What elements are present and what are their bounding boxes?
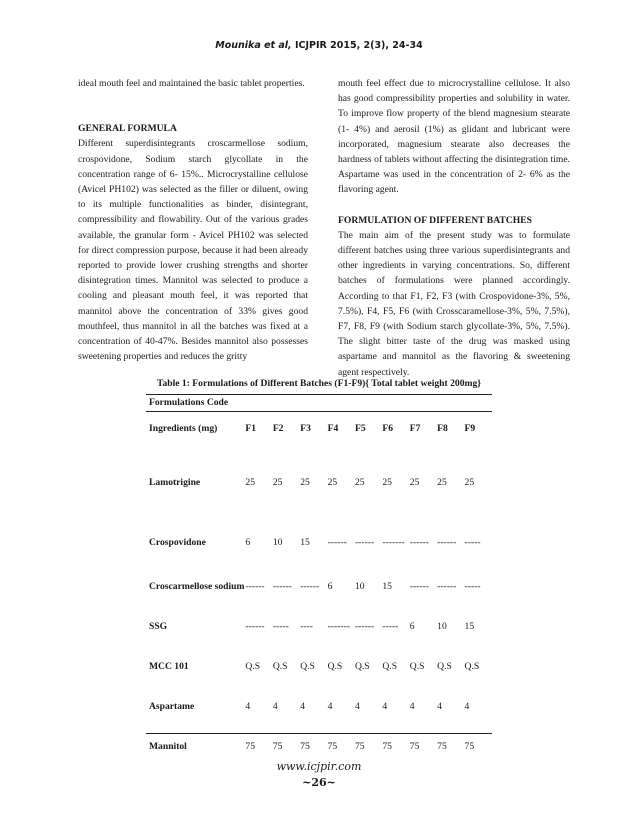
table-cell: 25 [327, 477, 338, 488]
column-header: F4 [327, 423, 339, 434]
table-cell: ------ [437, 581, 457, 592]
table-cell: ------ [409, 537, 429, 548]
table-cell: 75 [300, 741, 310, 752]
table-cell: 75 [327, 741, 338, 752]
ingredient-name: Aspartame [149, 701, 195, 712]
table-header-row [146, 412, 492, 438]
table-row [146, 550, 492, 594]
table-bottom-rule [146, 733, 492, 734]
table-cell: ------ [327, 537, 347, 548]
column-header: F6 [382, 423, 394, 434]
table-cell: Q.S [409, 661, 425, 672]
ingredient-name: MCC 101 [149, 661, 189, 672]
table-cell: ------ [245, 581, 265, 592]
ingredient-name: Lamotrigine [149, 477, 201, 488]
table-cell: 10 [437, 621, 447, 632]
general-formula-paragraph: Different superdisintegrants croscarmellose sodium, crospovidone, Sodium starch glycollate in the concentration range of 6- 15%.. Microcrystalline cellulose (Avicel PH102) was selected as the filler or diluent, owing to its multiple functionalities as binder, disintegrant, compressibility and flowability. Out of the various grades available, the granular form - Avicel PH102 was selected for direct compression purpose, because it had been already reported to provide lower crushing strengths and shorter disintegration times. Mannitol was selected to produce a cooling and pleasant mouth feel, it was reported that mannitol above the concentration of 33% gives good mouthfeel, thus mannitol in all the batches was fixed at a concentration of 40-47%. Besides mannitol also possesses sweetening properties and reduces the gritty [78, 138, 308, 363]
table-cell: 4 [327, 701, 333, 712]
right-intro-paragraph: mouth feel effect due to microcrystalline cellulose. It also has good compressibility properties and solubility in water. To improve flow property of the blend magnesium stearate (1- 4%) and aerosil (1%) as glidant and lubricant were incorporated, magnesium stearate also decreases the hardness of tablets without affecting the disintegration time. Aspartame was used in the concentration of 2- 6% as the flavoring agent. [338, 78, 570, 196]
table-cell: ---- [300, 621, 313, 632]
running-header [0, 40, 638, 51]
table-cell: 25 [272, 477, 283, 488]
ingredient-name: SSG [149, 621, 168, 632]
table-cell: ----- [382, 621, 399, 632]
table-cell: 25 [409, 477, 420, 488]
table-cell: 4 [464, 701, 470, 712]
footer-url: www.icjpir.com [276, 760, 362, 773]
table-cell: 75 [409, 741, 420, 752]
table-cell: ------- [382, 537, 405, 548]
formulation-paragraph: The main aim of the present study was to formulate different batches using three various superdisintegrants and other ingredients in varying concentrations. So, different batches of formulations were planned accordingly. According to that F1, F2, F3 (with Crospovidone-3%, 5%, 7.5%), F4, F5, F6 (with Crosscaramellose-3%, 5%, 7.5%), F7, F8, F9 (with Sodium starch glycollate-3%, 5%, 7.5%). The slight bitter taste of the drug was masked using aspartame and mannitol as the flavoring & sweetening agent respectively. [338, 229, 570, 378]
table-row [146, 674, 492, 714]
table-cell: 25 [437, 477, 447, 488]
table-cell: 6 [245, 537, 251, 548]
header-journal: ICJPIR 2015, 2(3), 24-34 [294, 40, 423, 51]
table-cell: 75 [245, 741, 256, 752]
table-cell: Q.S [300, 661, 315, 672]
left-intro-paragraph: ideal mouth feel and maintained the basic tablet properties. [78, 78, 305, 89]
table-cell: 10 [354, 581, 365, 592]
table-cell: ------ [300, 581, 320, 592]
formulation-table [146, 394, 492, 754]
column-header: F3 [300, 423, 311, 434]
table-cell: 75 [354, 741, 365, 752]
table-cell: 4 [354, 701, 360, 712]
column-header: F1 [245, 423, 257, 434]
table-row [146, 714, 492, 754]
table-cell: 75 [272, 741, 283, 752]
table-cell: Q.S [437, 661, 452, 672]
column-header: F9 [464, 423, 476, 434]
table-cell: 75 [437, 741, 447, 752]
table-cell: 75 [382, 741, 392, 752]
table-cell: 25 [382, 477, 392, 488]
table-cell: Q.S [464, 661, 480, 672]
table-cell: ------ [354, 537, 375, 548]
column-header: F5 [354, 423, 366, 434]
table-cell: ------ [354, 621, 375, 632]
section-heading-formulation: FORMULATION OF DIFFERENT BATCHES [338, 214, 532, 226]
table-cell: 25 [464, 477, 475, 488]
table-cell: ----- [464, 537, 481, 548]
section-heading-general-formula: GENERAL FORMULA [78, 123, 177, 135]
column-header: F2 [272, 423, 284, 434]
table-caption: Table 1: Formulations of Different Batches (F1-F9){ Total tablet weight 200mg} [156, 378, 482, 389]
ingredient-name: Crospovidone [149, 537, 206, 548]
table-cell: 4 [437, 701, 442, 712]
right-column [338, 76, 570, 380]
table-cell: 75 [464, 741, 475, 752]
table-cell: 6 [327, 581, 333, 592]
table-cell: 15 [300, 537, 310, 548]
table-cell: Q.S [382, 661, 398, 672]
table-row [146, 594, 492, 634]
ingredient-name: Croscarmellose sodium [149, 581, 245, 592]
table-cell: ----- [272, 621, 289, 632]
ingredient-name: Mannitol [149, 741, 187, 752]
table-group-header: Formulations Code [149, 397, 229, 408]
table-cell: ----- [464, 581, 481, 592]
table-cell: 25 [354, 477, 365, 488]
table-cell: ------ [245, 621, 265, 632]
column-header: F8 [437, 423, 448, 434]
table-cell: 15 [382, 581, 392, 592]
column-header: F7 [409, 423, 421, 434]
table-cell: 6 [409, 621, 415, 632]
table-cell: ------- [327, 621, 350, 632]
table-cell: 4 [300, 701, 305, 712]
table-cell: Q.S [245, 661, 261, 672]
table-cell: 25 [300, 477, 310, 488]
table-cell: 4 [245, 701, 251, 712]
table-cell: ------ [437, 537, 457, 548]
table-cell: Q.S [327, 661, 343, 672]
table-cell: 4 [272, 701, 278, 712]
table-row [146, 634, 492, 674]
table-cell: 25 [245, 477, 256, 488]
column-header: Ingredients (mg) [149, 423, 218, 434]
table-cell: 10 [272, 537, 283, 548]
table-cell: ------ [272, 581, 292, 592]
table-cell: 15 [464, 621, 475, 632]
header-authors: Mounika et al, [215, 40, 292, 51]
table-cell: 4 [382, 701, 388, 712]
table-cell: ------ [409, 581, 429, 592]
left-column [78, 76, 308, 364]
table-row [146, 490, 492, 550]
table-cell: Q.S [272, 661, 288, 672]
page-number: ~26~ [302, 776, 336, 789]
table-row [146, 438, 492, 490]
table-cell: 4 [409, 701, 415, 712]
table-cell: Q.S [354, 661, 370, 672]
